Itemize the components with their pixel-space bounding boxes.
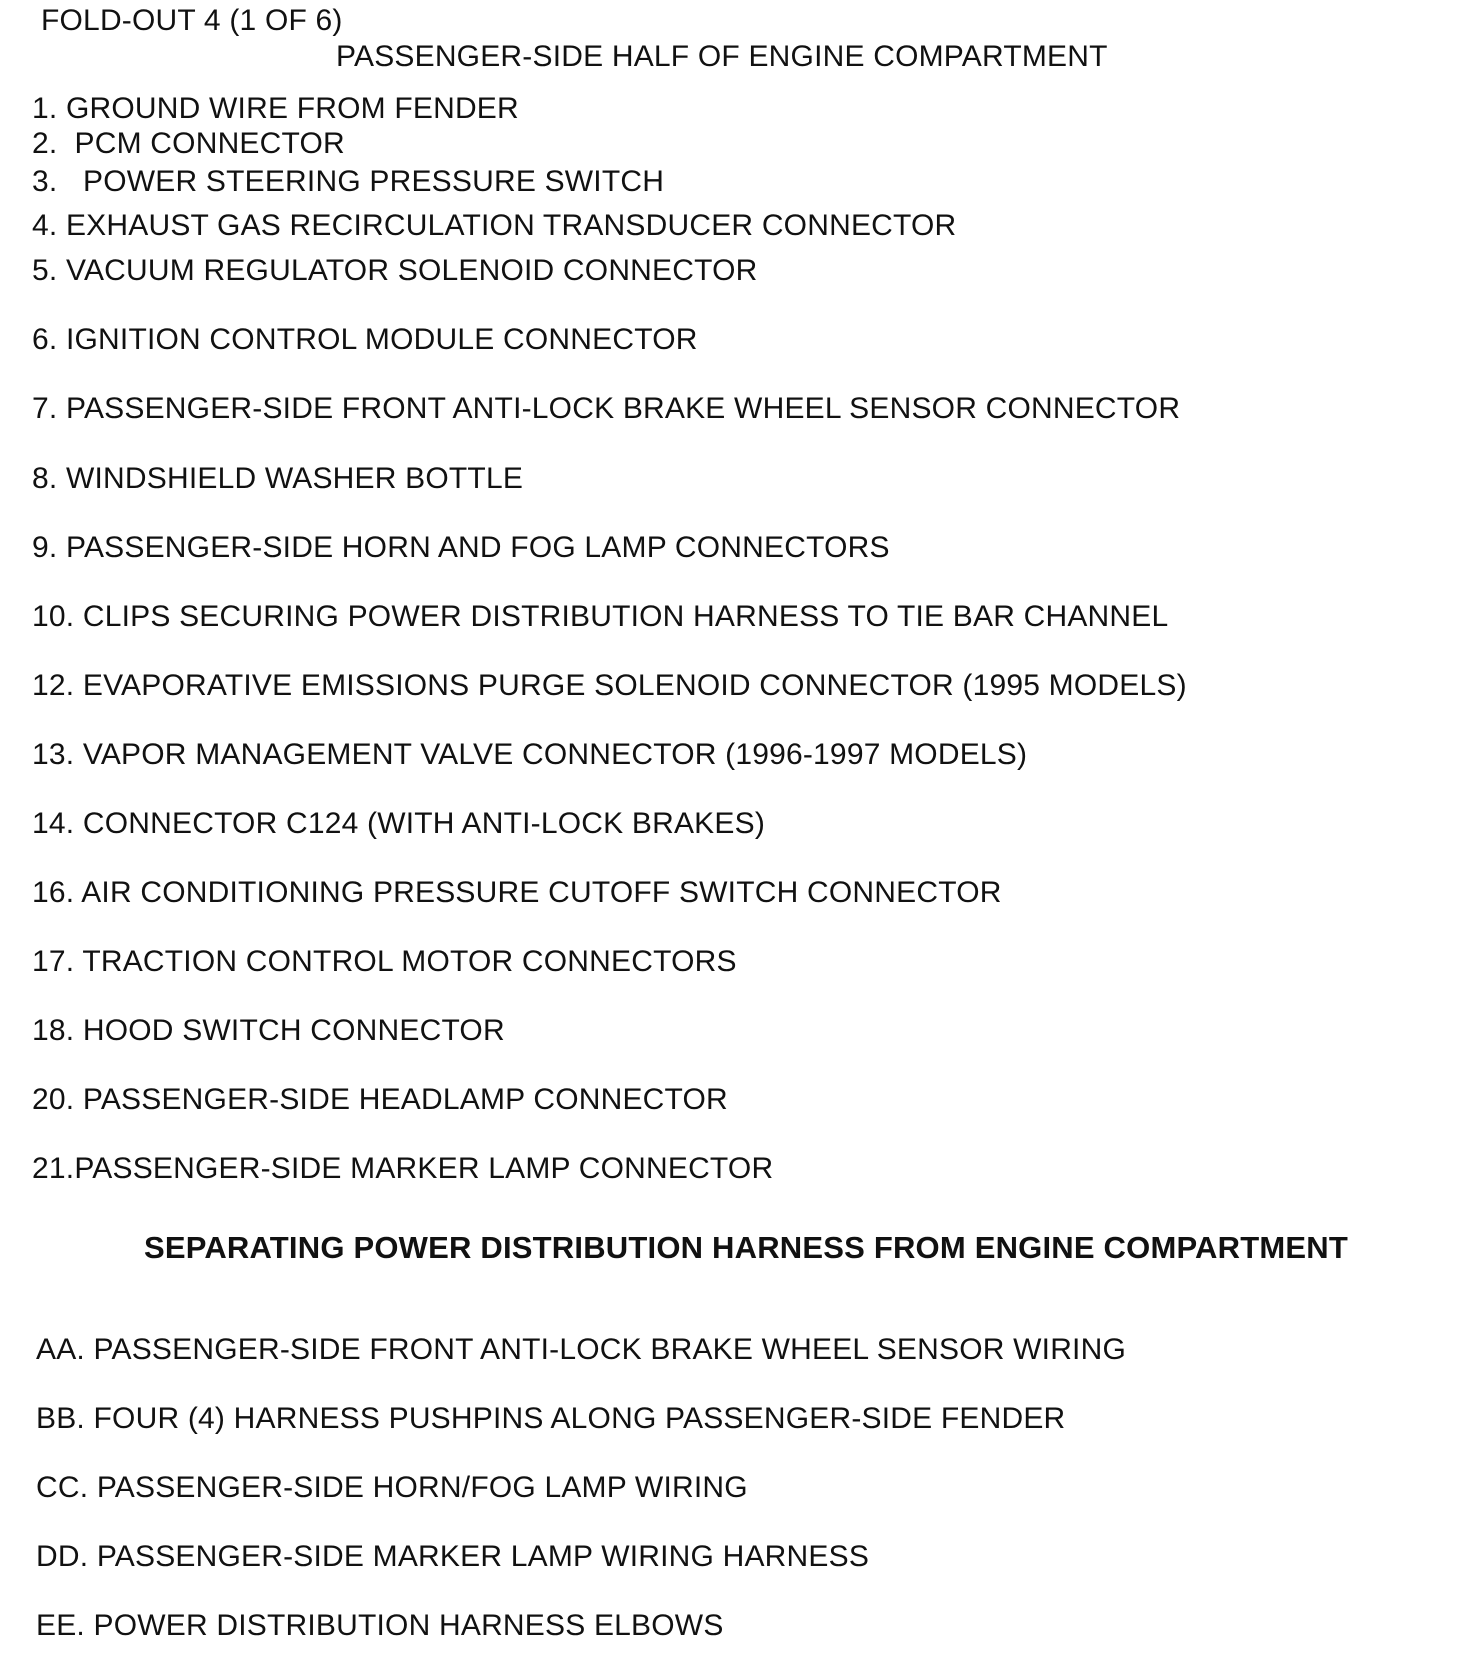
list-item bbox=[36, 1402, 1065, 1436]
item-text: CLIPS SECURING POWER DISTRIBUTION HARNESS TO TIE BAR CHANNEL bbox=[82, 600, 1169, 633]
item-number: BB. bbox=[36, 1402, 85, 1435]
item-number: 8. bbox=[32, 462, 58, 495]
item-text: CONNECTOR C124 (WITH ANTI-LOCK BRAKES) bbox=[82, 807, 766, 840]
item-number: 3. bbox=[32, 165, 58, 198]
item-text: EVAPORATIVE EMISSIONS PURGE SOLENOID CONNECTOR (1995 MODELS) bbox=[82, 669, 1187, 702]
item-text: PASSENGER-SIDE HORN AND FOG LAMP CONNECTORS bbox=[65, 531, 890, 564]
item-text: WINDSHIELD WASHER BOTTLE bbox=[65, 462, 524, 495]
item-text: VACUUM REGULATOR SOLENOID CONNECTOR bbox=[65, 254, 758, 287]
item-text: PCM CONNECTOR bbox=[74, 127, 345, 160]
item-number: EE. bbox=[36, 1609, 85, 1642]
item-number: 7. bbox=[32, 392, 58, 425]
item-number: 6. bbox=[32, 323, 58, 356]
list-item bbox=[32, 738, 1027, 772]
item-number: 12. bbox=[32, 669, 75, 702]
item-number: 2. bbox=[32, 127, 58, 160]
item-text: GROUND WIRE FROM FENDER bbox=[65, 92, 519, 125]
list-item bbox=[36, 1609, 724, 1643]
item-text: POWER DISTRIBUTION HARNESS ELBOWS bbox=[93, 1609, 724, 1642]
item-number: 4. bbox=[32, 209, 58, 242]
list-item bbox=[32, 323, 698, 357]
list-item bbox=[32, 127, 345, 161]
page-title: PASSENGER-SIDE HALF OF ENGINE COMPARTMENT bbox=[336, 40, 1108, 73]
list-item bbox=[32, 1152, 773, 1186]
item-number: 16. bbox=[32, 876, 75, 909]
list-item bbox=[36, 1333, 1126, 1367]
list-item bbox=[36, 1471, 748, 1505]
item-number: 20. bbox=[32, 1083, 75, 1116]
item-text: EXHAUST GAS RECIRCULATION TRANSDUCER CONNECTOR bbox=[65, 209, 957, 242]
list-item bbox=[32, 165, 664, 199]
list-item bbox=[32, 1014, 505, 1048]
item-number: AA. bbox=[36, 1333, 85, 1366]
item-number: CC. bbox=[36, 1471, 89, 1504]
item-number: 9. bbox=[32, 531, 58, 564]
item-text: PASSENGER-SIDE HORN/FOG LAMP WIRING bbox=[96, 1471, 748, 1504]
item-text: PASSENGER-SIDE MARKER LAMP CONNECTOR bbox=[74, 1152, 774, 1185]
item-number: 17. bbox=[32, 945, 75, 978]
item-text: HOOD SWITCH CONNECTOR bbox=[82, 1014, 505, 1047]
item-number: 10. bbox=[32, 600, 75, 633]
foldout-label: FOLD-OUT 4 (1 OF 6) bbox=[41, 4, 343, 37]
item-number: 21. bbox=[32, 1152, 75, 1185]
list-item bbox=[32, 807, 765, 841]
list-item bbox=[32, 209, 956, 243]
list-item bbox=[36, 1540, 869, 1574]
item-text: PASSENGER-SIDE HEADLAMP CONNECTOR bbox=[82, 1083, 728, 1116]
item-text: POWER STEERING PRESSURE SWITCH bbox=[83, 165, 665, 198]
item-number: 13. bbox=[32, 738, 75, 771]
item-number: DD. bbox=[36, 1540, 89, 1573]
section-heading: SEPARATING POWER DISTRIBUTION HARNESS FROM ENGINE COMPARTMENT bbox=[144, 1230, 1348, 1265]
item-text: PASSENGER-SIDE FRONT ANTI-LOCK BRAKE WHEEL SENSOR CONNECTOR bbox=[65, 392, 1181, 425]
item-number: 18. bbox=[32, 1014, 75, 1047]
item-text: AIR CONDITIONING PRESSURE CUTOFF SWITCH CONNECTOR bbox=[81, 876, 1002, 909]
list-item bbox=[32, 92, 519, 126]
list-item bbox=[32, 876, 1002, 910]
list-item bbox=[32, 669, 1187, 703]
item-text: VAPOR MANAGEMENT VALVE CONNECTOR (1996-1997 MODELS) bbox=[82, 738, 1028, 771]
list-item bbox=[32, 945, 737, 979]
item-number: 1. bbox=[32, 92, 58, 125]
list-item bbox=[32, 1083, 728, 1117]
list-item bbox=[32, 600, 1168, 634]
item-text: TRACTION CONTROL MOTOR CONNECTORS bbox=[82, 945, 737, 978]
item-number: 5. bbox=[32, 254, 58, 287]
list-item bbox=[32, 462, 523, 496]
item-text: FOUR (4) HARNESS PUSHPINS ALONG PASSENGER-SIDE FENDER bbox=[93, 1402, 1066, 1435]
list-item bbox=[32, 392, 1180, 426]
list-item bbox=[32, 531, 890, 565]
item-text: PASSENGER-SIDE MARKER LAMP WIRING HARNESS bbox=[96, 1540, 870, 1573]
list-item bbox=[32, 254, 758, 288]
item-text: PASSENGER-SIDE FRONT ANTI-LOCK BRAKE WHEEL SENSOR WIRING bbox=[93, 1333, 1126, 1366]
item-text: IGNITION CONTROL MODULE CONNECTOR bbox=[65, 323, 698, 356]
item-number: 14. bbox=[32, 807, 75, 840]
